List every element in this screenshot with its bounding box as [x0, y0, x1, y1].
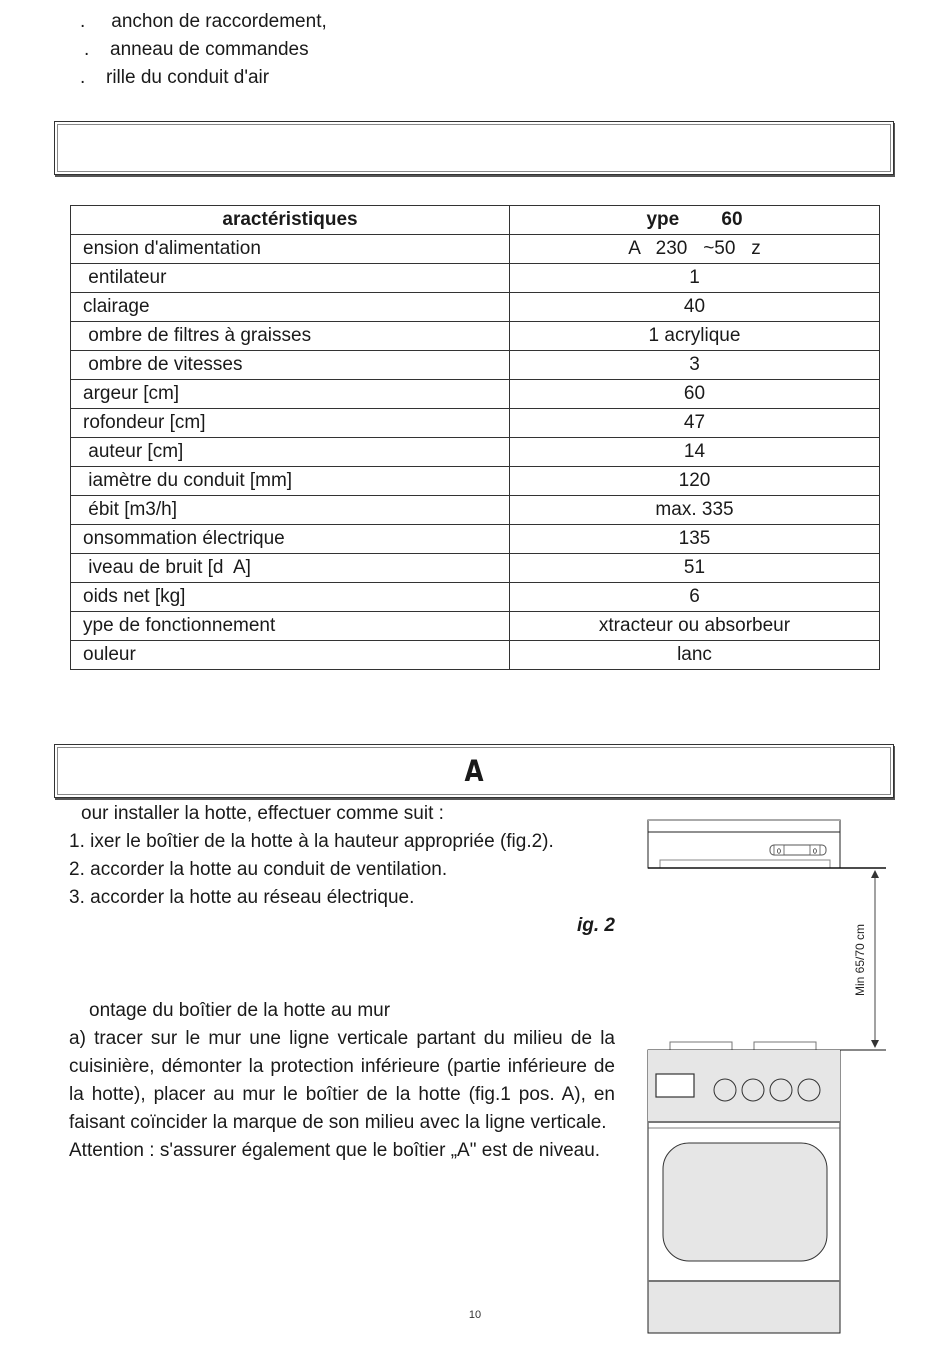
spec-label: auteur [cm]	[71, 438, 510, 467]
table-row	[71, 235, 880, 264]
section-title: A	[464, 754, 484, 788]
list-item	[80, 64, 327, 92]
spec-value: 14	[510, 438, 880, 467]
spec-label: onsommation électrique	[71, 525, 510, 554]
spec-label: iamètre du conduit [mm]	[71, 467, 510, 496]
spec-value: 47	[510, 409, 880, 438]
bullet-marker: .	[80, 11, 86, 32]
list-item-text: anchon de raccordement,	[106, 11, 327, 32]
spec-label: entilateur	[71, 264, 510, 293]
table-row	[71, 525, 880, 554]
spec-value: lanc	[510, 641, 880, 670]
spec-label: clairage	[71, 293, 510, 322]
spec-value: 135	[510, 525, 880, 554]
list-item-text: anneau de commandes	[110, 39, 309, 60]
table-row	[71, 293, 880, 322]
spec-label: rofondeur [cm]	[71, 409, 510, 438]
knob-label: 0	[777, 848, 781, 856]
spec-value: max. 335	[510, 496, 880, 525]
installation-intro: our installer la hotte, effectuer comme suit :	[81, 803, 444, 824]
column-header-type: ype 60	[510, 206, 880, 235]
list-item	[80, 8, 327, 36]
spec-label: ébit [m3/h]	[71, 496, 510, 525]
page-number: 10	[468, 1309, 482, 1321]
table-row	[71, 322, 880, 351]
bullet-marker: .	[84, 39, 90, 60]
installation-instructions	[69, 800, 615, 940]
table-row	[71, 467, 880, 496]
dimension-arrow	[853, 870, 879, 1048]
column-header-characteristics: aractéristiques	[71, 206, 510, 235]
table-row	[71, 554, 880, 583]
bullet-marker: .	[80, 67, 86, 88]
spec-value: 1	[510, 264, 880, 293]
list-item	[80, 36, 327, 64]
spec-label: argeur [cm]	[71, 380, 510, 409]
knob-label: 0	[813, 848, 817, 856]
section-banner-installation	[54, 744, 894, 798]
table-row	[71, 351, 880, 380]
table-row	[71, 438, 880, 467]
spec-label: ension d'alimentation	[71, 235, 510, 264]
mounting-attention: Attention : s'assurer également que le boîtier „A" est de niveau.	[69, 1140, 601, 1161]
spec-label: ombre de vitesses	[71, 351, 510, 380]
component-list	[80, 8, 327, 92]
spec-value: 40	[510, 293, 880, 322]
mounting-heading: ontage du boîtier de la hotte au mur	[89, 1000, 391, 1021]
table-row	[71, 612, 880, 641]
installation-step: 2. accorder la hotte au conduit de ventilation.	[69, 859, 448, 880]
table-row	[71, 409, 880, 438]
spec-value: 51	[510, 554, 880, 583]
spec-label: ouleur	[71, 641, 510, 670]
spec-label: iveau de bruit [d A]	[71, 554, 510, 583]
spec-value: A 230 ~50 z	[510, 235, 880, 264]
mounting-body: a) tracer sur le mur une ligne verticale partant du milieu de la cuisinière, démonter la protection inférieure (partie inférieure de la hotte), placer au mur le boîtier de la hotte (fig.1 pos. A), en faisant coïncider la marque de son milieu avec la ligne verticale.	[69, 1028, 615, 1133]
table-row	[71, 496, 880, 525]
spec-value: xtracteur ou absorbeur	[510, 612, 880, 641]
dimension-label: Min 65/70 cm	[853, 923, 867, 997]
installation-step: 1. ixer le boîtier de la hotte à la hauteur appropriée (fig.2).	[69, 831, 554, 852]
spec-value: 60	[510, 380, 880, 409]
spec-value: 3	[510, 351, 880, 380]
table-row	[71, 641, 880, 670]
spec-label: ombre de filtres à graisses	[71, 322, 510, 351]
hood-control-slider	[770, 845, 826, 856]
table-header-row	[71, 206, 880, 235]
hood-drawing	[648, 820, 886, 868]
installation-step: 3. accorder la hotte au réseau électrique.	[69, 887, 415, 908]
cooker-drawing	[648, 1042, 886, 1333]
figure-hood-installation	[640, 812, 900, 1342]
list-item-text: rille du conduit d'air	[106, 67, 270, 88]
spec-label: oids net [kg]	[71, 583, 510, 612]
figure-caption: ig. 2	[576, 915, 615, 936]
table-row	[71, 583, 880, 612]
spec-value: 1 acrylique	[510, 322, 880, 351]
table-row	[71, 264, 880, 293]
table-row	[71, 380, 880, 409]
specifications-table	[70, 205, 880, 670]
spec-value: 120	[510, 467, 880, 496]
mounting-instructions	[69, 997, 615, 1165]
spec-value: 6	[510, 583, 880, 612]
spec-label: ype de fonctionnement	[71, 612, 510, 641]
section-banner-specs	[54, 121, 894, 175]
